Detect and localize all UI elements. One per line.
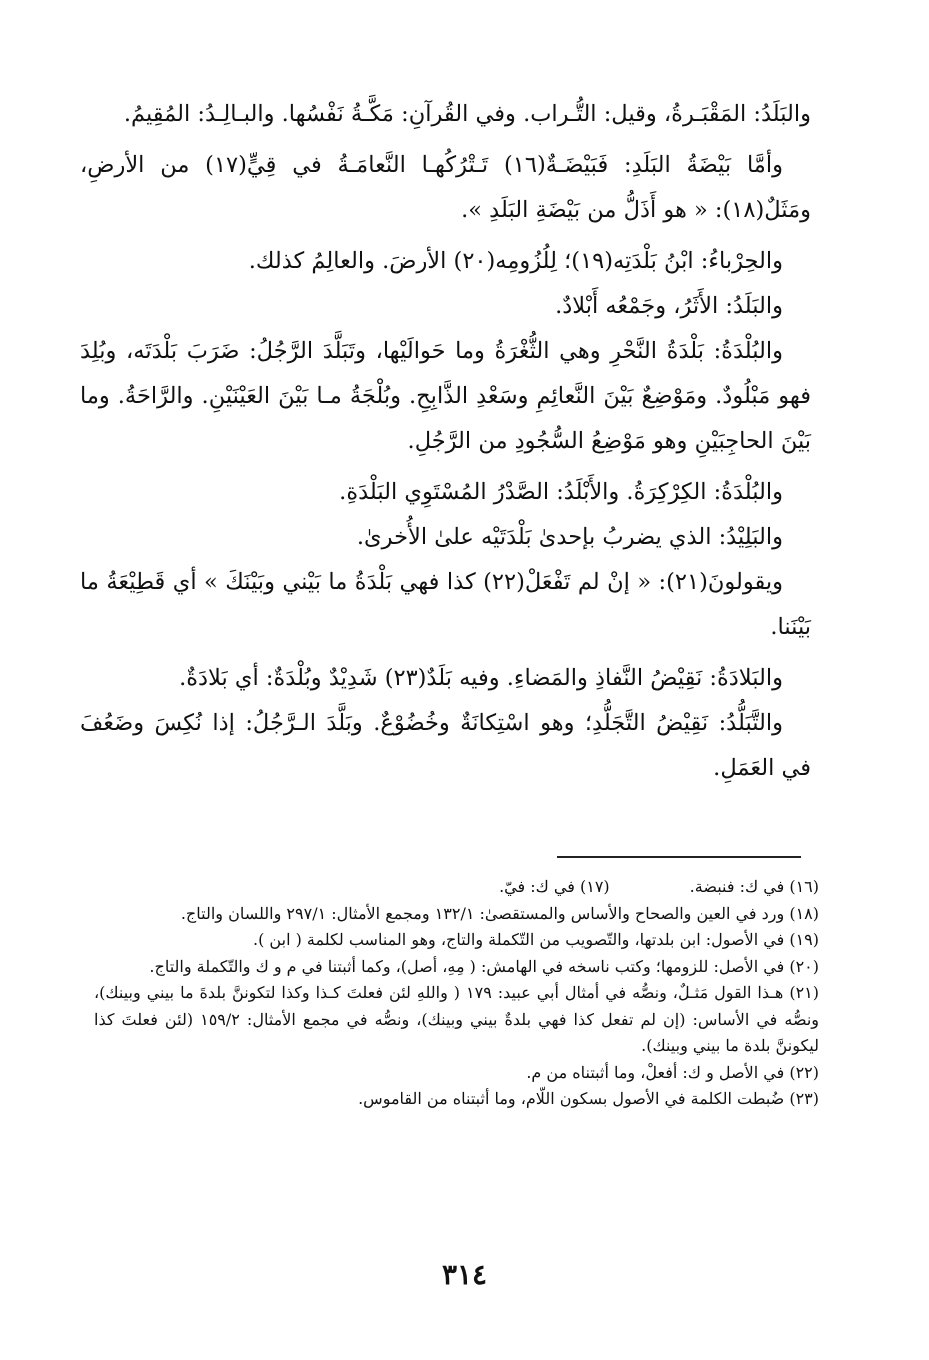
- footnote-separator: [557, 856, 801, 858]
- footnote-19: (١٩) في الأصول: ابن بلدتها، والتّصويب من التّكملة والتاج، وهو المناسب لكلمة ( ابن ).: [253, 930, 819, 949]
- paragraph-albuldah: والبُلْدَةُ: بَلْدَةُ النَّحْرِ وهي الثُّغْرَةُ وما حَوالَيْها، وتَبَلَّدَ الرَّجُلُ: ضَرَبَ بَلْدَتَه، وبُلِدَ فهو مَبْلُودٌ. ومَوْضِعٌ بَيْنَ النَّعائِمِ وسَعْدِ الذَّابِحِ. وبُلْجَةُ مـا بَيْنَ العَيْنَيْنِ. والرَّاحَةُ. وما بَيْنَ الحاجِبَيْنِ وهو مَوْضِعُ السُّجُودِ من الرَّجُلِ.: [80, 338, 811, 454]
- paragraph-alkirkira: والبُلْدَةُ: الكِرْكِرَةُ. والأَبْلَدُ: الصَّدْرُ المُسْتَوِي البَلْدَةِ.: [339, 479, 783, 505]
- paragraph-altabalud: والتَّبَلُّدُ: نَقِيْضُ التَّجَلُّدِ؛ وهو اسْتِكانَةٌ وخُضُوْعٌ. وبَلَّدَ الـرَّجُلُ: إذا نُكِسَ وضَعُفَ في العَمَلِ.: [80, 710, 811, 781]
- paragraph-albalid: والبَلِيْدُ: الذي يضربُ بإحدىٰ بَلْدَتَيْه علىٰ الأُخرىٰ.: [356, 524, 783, 550]
- paragraph-baydat-albalad: وأمَّا بَيْضَةُ البَلَدِ: فَبَيْضَـةٌ(١٦) تَـتْرُكُهـا النَّعامَـةُ في قِيٍّ(١٧) من الأرضِ، ومَثَلٌ(١٨): « هو أَذَلُّ من بَيْضَةِ البَلَدِ ».: [80, 152, 811, 223]
- paragraph-albalada: والبَلادَةُ: نَقِيْضُ النَّفاذِ والمَضاءِ. وفيه بَلَدٌ(٢٣) شَدِيْدٌ وبُلْدَةٌ: أي بَلادَةٌ.: [179, 665, 783, 691]
- footnote-18: (١٨) ورد في العين والصحاح والأساس والمستقصىٰ: ١٣٢/١ ومجمع الأمثال: ٢٩٧/١ واللسان والتاج.: [180, 903, 819, 923]
- page-number: ٣١٤: [441, 1258, 488, 1291]
- main-text: [80, 92, 811, 791]
- footnote-21: (٢١) هـذا القول مَثـلٌ، ونصُّه في أمثال أبي عبيد: ١٧٩ ( واللهِ لئن فعلتَ كـذا وكذا لتكوننَّ بلدةَ ما بيني وبينك)، ونصُّه في الأساس: (إن لم تفعل كذا فهي بلدةٌ بيني وبينك)، ونصُّه في مجمع الأمثال: ١٥٩/٢ (لئن فعلتَ كذا ليكوننَّ بلدة ما بيني وبينك).: [94, 983, 820, 1055]
- paragraph-albalad-athar: والبَلَدُ: الأَثَرُ، وجَمْعُه أَبْلادٌ.: [555, 293, 783, 319]
- footnote-17: (١٧) في ك: فيّ.: [499, 877, 610, 896]
- footnote-pair-16-17: [94, 874, 819, 901]
- paragraph-yaqulun: ويقولونَ(٢١): « إنْ لم تَفْعَلْ(٢٢) كذا فهي بَلْدَةُ ما بَيْني وبَيْنَكَ » أي قَطِيْعَةُ ما بَيْنَنا.: [80, 569, 811, 640]
- footnotes: [94, 874, 819, 1113]
- paragraph-albalad-grave: والبَلَدُ: المَقْبَـرةُ، وقيل: التُّـراب. وفي القُرآنِ: مَكَّـةُ نَفْسُها. والبـالِـدُ: المُقِيمُ.: [123, 101, 811, 127]
- paragraph-alhirba: والحِرْباءُ: ابْنُ بَلْدَتِه(١٩)؛ لِلُزُومِه(٢٠) الأرضَ. والعالِمُ كذلك.: [248, 248, 783, 274]
- footnote-16: (١٦) في ك: فنبضة.: [689, 877, 819, 896]
- footnote-23: (٢٣) ضُبطت الكلمة في الأصول بسكون اللّام، وما أثبتناه من القاموس.: [358, 1089, 819, 1108]
- footnote-20: (٢٠) في الأصل: للزومها؛ وكتب ناسخه في الهامش: ( مِهِ، أصل)، وكما أثبتنا في م و ك والتّكملة والتاج.: [149, 956, 819, 976]
- footnote-22: (٢٢) في الأصل و ك: أفعلْ، وما أثبتناه من م.: [526, 1062, 819, 1082]
